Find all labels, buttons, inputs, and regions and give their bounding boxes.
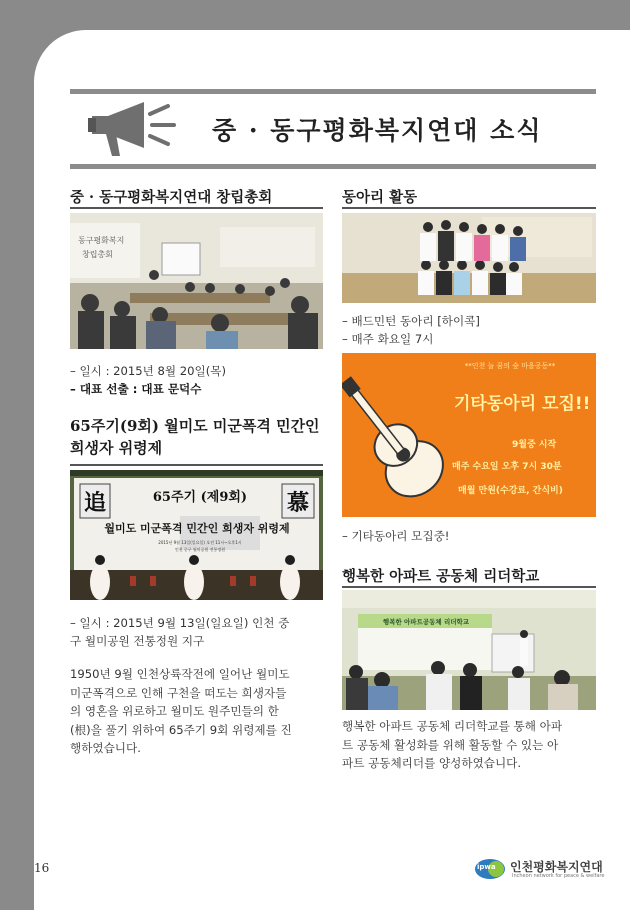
memorial-date-line2: 구 월미공원 전통정원 지구 <box>70 634 205 648</box>
svg-text:동구평화복지: 동구평화복지 <box>78 236 125 245</box>
poster-start: 9월중 시작 <box>512 440 557 450</box>
megaphone-icon <box>88 100 184 160</box>
memorial-heading-line2: 희생자 위령제 <box>70 439 163 457</box>
memorial-para-line: (根)을 풀기 위하여 65주기 9회 위령제를 진 <box>70 722 292 737</box>
poster-top-text: **인천 늘 꿈의 숲 마을공동** <box>464 362 556 370</box>
poster-fee: 매월 만원(수강료, 간식비) <box>458 486 563 496</box>
club-line-1: – 배드민턴 동아리 [하이콕] <box>342 314 480 328</box>
banner-main-text: 월미도 미군폭격 민간인 희생자 위령제 <box>104 522 290 535</box>
section-heading-leader-school: 행복한 아파트 공동체 리더학교 <box>342 568 540 585</box>
guitar-club-caption: – 기타동아리 모집중! <box>342 529 450 543</box>
page-title: 중 · 동구평화복지연대 소식 <box>212 116 543 145</box>
leader-school-photo <box>342 590 596 710</box>
leader-para-line: 파트 공동체리더를 양성하였습니다. <box>342 756 522 770</box>
guitar-club-poster <box>342 353 596 517</box>
memorial-heading-line1: 65주기(9회) 월미도 미군폭격 민간인 <box>70 417 320 435</box>
banner-char-left: 追 <box>83 490 106 516</box>
section-rule <box>342 207 596 209</box>
memorial-para-line: 미군폭격으로 인해 구천을 떠도는 희생자들 <box>70 685 287 700</box>
memorial-description <box>70 665 323 758</box>
page-number: 16 <box>34 861 50 875</box>
banner-char-right: 慕 <box>286 490 309 516</box>
organization-name: 인천평화복지연대 <box>510 860 603 874</box>
leader-para-line: 트 공동체 활성화를 위해 활동할 수 있는 아 <box>342 737 559 752</box>
organization-subtitle: Incheon network for peace & welfare <box>512 873 605 879</box>
founding-representative: – 대표 선출 : 대표 문덕수 <box>70 382 202 396</box>
memorial-date-line1: – 일시 : 2015년 9월 13일(일요일) 인천 중 <box>70 616 290 630</box>
leader-para-line: 행복한 아파트 공동체 리더학교를 통해 아파 <box>342 719 563 733</box>
screen-title: 행복한 아파트공동체 리더학교 <box>382 618 470 626</box>
memorial-para-line: 1950년 9월 인천상륙작전에 일어난 월미도 <box>70 667 290 681</box>
poster-schedule: 매주 수요일 오후 7시 30분 <box>452 462 562 472</box>
section-heading-founding: 중 · 동구평화복지연대 창립총회 <box>70 189 273 206</box>
memorial-ceremony-photo <box>70 470 323 600</box>
section-rule <box>342 586 596 588</box>
banner-small-text-2: 인천 중구 월미공원 전통정원 <box>174 547 226 552</box>
section-rule <box>70 207 323 209</box>
section-heading-memorial <box>70 415 340 459</box>
leader-school-description <box>342 717 596 773</box>
section-heading-clubs: 동아리 활동 <box>342 189 418 206</box>
header-bottom-rule <box>70 164 596 169</box>
poster-title: 기타동아리 모집!! <box>454 394 591 414</box>
logo-badge-text: ipwa <box>477 863 496 871</box>
banner-small-text-1: 2015년 9월 13일(일요일) 오전 11시~오후1시 <box>158 540 242 545</box>
banner-top-text: 65주기 (제9회) <box>152 490 248 505</box>
memorial-para-line: 행하였습니다. <box>70 741 141 755</box>
memorial-para-line: 의 영혼을 위로하고 월미도 원주민들의 한 <box>70 704 279 718</box>
founding-date: – 일시 : 2015년 8월 20일(목) <box>70 364 227 378</box>
badminton-club-photo <box>342 213 596 303</box>
header-top-rule <box>70 89 596 94</box>
svg-text:창립총회: 창립총회 <box>82 250 113 259</box>
section-rule <box>70 464 323 466</box>
founding-meeting-photo <box>70 213 323 349</box>
club-line-2: – 매주 화요일 7시 <box>342 332 434 346</box>
